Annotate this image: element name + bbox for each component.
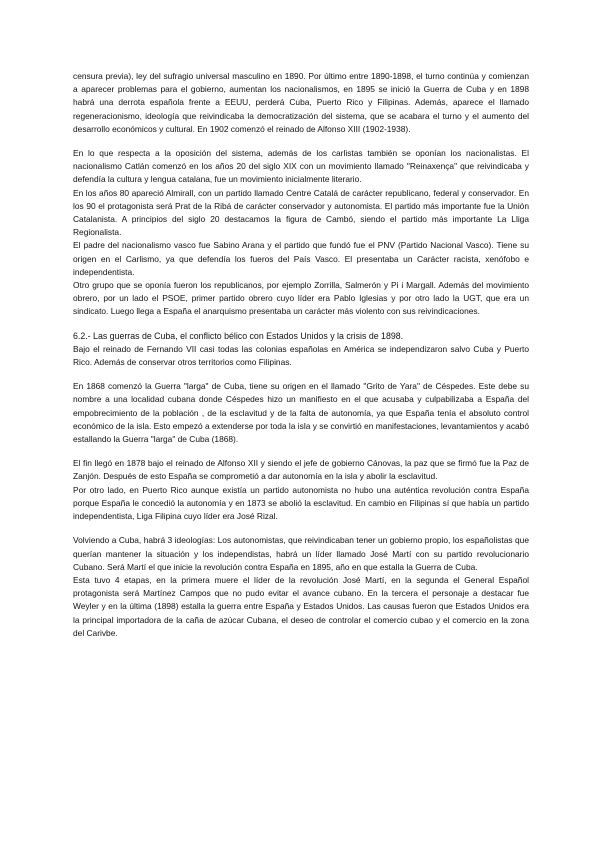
paragraph-stages: Esta tuvo 4 etapas, en la primera muere el líder de la revolución José Martí, en la segunda el General Español protagonista será Martínez Campos que no pudo evitar el avance cubano. En la tercera el personaje a destacar fue Weyler y en la última (1898) estalla la guerra entre España y Estados Unidos. Las causas fueron que Estados Unidos era la principal importadora de la caña de azúcar Cubana, el deseo de controlar el comercio cubao y el comercio en la zona del Carivbe. bbox=[73, 574, 529, 638]
paragraph-fernando: Bajo el reinado de Fernando VII casi todas las colonias españolas en América se independizaron salvo Cuba y Puerto Rico. Además de conservar otros territorios como Filipinas. bbox=[73, 343, 529, 368]
document-body bbox=[73, 70, 529, 640]
paragraph-opposition: En lo que respecta a la oposición del sistema, además de los carlistas también se oponían los nacionalistas. El nacionalismo Catlán comenzó en los años 20 del siglo XIX con un movimiento llamado "Reinaxença" que reivindicaba y defendía la cultura y lengua catalana, fue un movimiento inicialmente literario. bbox=[73, 148, 529, 185]
paragraph-suffrage: censura previa), ley del sufragio universal masculino en 1890. Por último entre 1890-1898, el turno continúa y comienzan a aparecer problemas para el gobierno, aumentan los nacionalismos, en 1895 se inició la Guerra de Cuba y en 1898 habrá una derrota española frente a EEUU, perderá Cuba, Puerto Rico y Filipinas. Además, aparece el llamado regeneracionismo, ideología que reivindicaba la democratización del sistema, que se acabara el turno y el aumento del desarrollo económicos y cultural. En 1902 comenzó el reinado de Alfonso XIII (1902-1938). bbox=[73, 71, 529, 134]
paragraph-gap bbox=[73, 369, 529, 380]
paragraph-zanjon: El fin llegó en 1878 bajo el reinado de Alfonso XII y siendo el jefe de gobierno Cánovas, la paz que se firmó fue la Paz de Zanjón. Después de esto España se comprometió a dar autonomía en la isla y abolir la esclavitud. bbox=[73, 458, 529, 482]
paragraph-gap bbox=[73, 446, 529, 457]
paragraph-basque: El padre del nacionalismo vasco fue Sabino Arana y el partido que fundó fue el PNV (Partido Nacional Vasco). Tiene su origen en el Carlismo, ya que defendía los fueros del País Vasco. El presentaba un Carácter racista, xenófobo e independentista. bbox=[73, 240, 529, 277]
paragraph-catalan: En los años 80 apareció Almirall, con un partido llamado Centre Catalá de carácter republicano, federal y conservador. En los 90 el protagonista será Prat de la Ribá de carácter conservador y autonomista. El partido más importante fue la Unión Catalanista. A principios del siglo 20 destacamos la figura de Cambó, siendo el partido más importante La Lliga Regionalista. bbox=[73, 187, 529, 238]
paragraph-gap bbox=[73, 136, 529, 147]
paragraph-ideologies: Volviendo a Cuba, habrá 3 ideologías: Los autonomistas, que reivindicaban tener un gobierno propio, los españolistas que querían mantener la situación y los independistas, habrá un líder llamado José Martí con su partido revolucionario Cubano. Será Martí el que inicie la revolución contra España en 1895, año en que estalla la Guerra de Cuba. bbox=[73, 535, 529, 572]
paragraph-gap bbox=[73, 523, 529, 534]
section-heading: 6.2.- Las guerras de Cuba, el conflicto bélico con Estados Unidos y la crisis de 1898. bbox=[73, 330, 404, 341]
paragraph-gap bbox=[73, 319, 529, 330]
paragraph-republicans: Otro grupo que se oponía fueron los republicanos, por ejemplo Zorrilla, Salmerón y Pi i Margall. Además del movimiento obrero, por un lado el PSOE, primer partido obrero cuyo líder era Pablo Iglesias y por otro lado la UGT, que era un sindicato. Luego llega a España el anarquismo presentaba un carácter más violento con sus reivindicaciones. bbox=[73, 280, 529, 317]
paragraph-guerra-larga: En 1868 comenzó la Guerra "larga" de Cuba, tiene su origen en el llamado "Grito de Yara" de Céspedes. Este debe su nombre a una localidad cubana donde Céspedes hizo un manifiesto en el que acusaba y culpabilizaba a España del empobrecimiento de la población , de la esclavitud y de la falta de autonomía, ya que España tenía el absoluto control económico de la isla. Esto empezó a extenderse por toda la isla y se convirtió en manifestaciones, levantamientos y acabó estallando la Guerra "larga" de Cuba (1868). bbox=[73, 381, 529, 445]
paragraph-puerto-rico: Por otro lado, en Puerto Rico aunque existía un partido autonomista no hubo una auténtica revolución contra España porque España le concedió la autonomía y en 1873 se abolió la esclavitud. En cambio en Filipinas sí que había un partido independentista, Liga Filipina cuyo líder era José Rizal. bbox=[73, 484, 529, 522]
